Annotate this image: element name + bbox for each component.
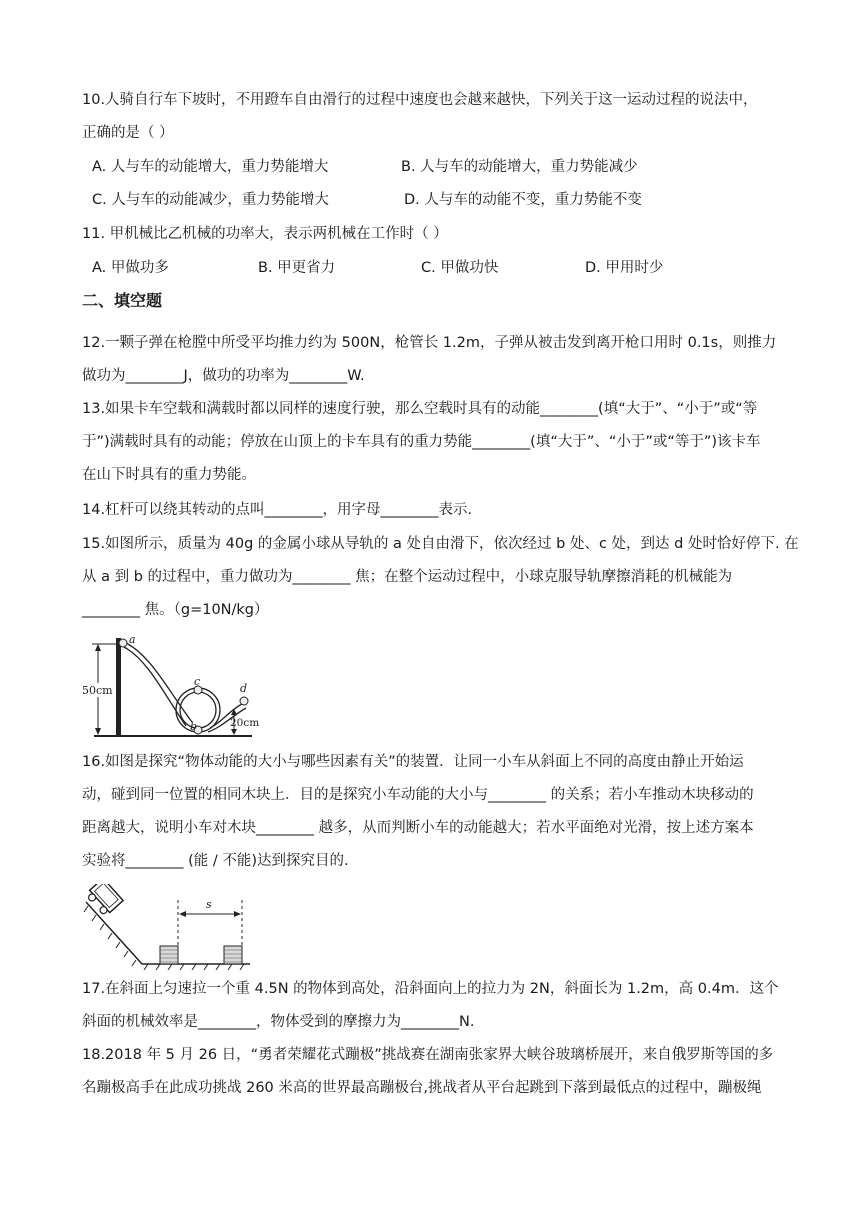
q13-line-3: 在山下时具有的重力势能。 <box>82 467 256 483</box>
q15-point-a-label: a <box>129 633 136 646</box>
q10-option-d: D. 人与车的动能不变，重力势能不变 <box>404 192 642 208</box>
q15-point-c-label: c <box>194 675 201 688</box>
q16-incline-figure <box>82 884 254 970</box>
q12-line-2: 做功为________J，做功的功率为________W. <box>82 368 365 384</box>
q16-line-1: 16.如图是探究“物体动能的大小与哪些因素有关”的装置．让同一小车从斜面上不同的高度由静止开始运 <box>82 754 744 770</box>
q15-line-1: 15.如图所示，质量为 40g 的金属小球从导轨的 a 处自由滑下，依次经过 b 处、c 处，到达 d 处时恰好停下. 在 <box>82 536 799 552</box>
q17-line-2: 斜面的机械效率是________，物体受到的摩擦力为________N. <box>82 1014 475 1030</box>
q15-point-d-label: d <box>240 682 248 695</box>
q11-option-c: C. 甲做功快 <box>421 260 499 276</box>
q18-line-1: 18.2018 年 5 月 26 日，“勇者荣耀花式蹦极”挑战赛在湖南张家界大峡谷玻璃桥展开，来自俄罗斯等国的多 <box>82 1047 774 1063</box>
q11-option-a: A. 甲做功多 <box>92 260 169 276</box>
q16-line-3: 距离越大，说明小车对木块________ 越多，从而判断小车的动能越大；若水平面绝对光滑，按上述方案本 <box>82 820 754 836</box>
q18-line-2: 名蹦极高手在此成功挑战 260 米高的世界最高蹦极台,挑战者从平台起跳到下落到最低点的过程中，蹦极绳 <box>82 1080 762 1096</box>
q10-line-2: 正确的是（ ） <box>82 125 174 141</box>
q15-point-b-label: b <box>190 720 198 733</box>
q13-line-2: 于”)满载时具有的动能；停放在山顶上的卡车具有的重力势能________(填“大于”、“小于”或“等于”)该卡车 <box>82 434 761 450</box>
q15-line-2: 从 a 到 b 的过程中，重力做功为________ 焦；在整个运动过程中，小球克服导轨摩擦消耗的机械能为 <box>82 569 733 585</box>
q11-option-b: B. 甲更省力 <box>258 260 336 276</box>
q16-line-2: 动，碰到同一位置的相同木块上．目的是探究小车动能的大小与________ 的关系；若小车推动木块移动的 <box>82 787 754 803</box>
q12-line-1: 12.一颗子弹在枪膛中所受平均推力约为 500N，枪管长 1.2m，子弹从被击发到离开枪口用时 0.1s，则推力 <box>82 335 777 351</box>
q10-option-c: C. 人与车的动能减少，重力势能增大 <box>92 192 329 208</box>
q10-line-1: 10.人骑自行车下坡时，不用蹬车自由滑行的过程中速度也会越来越快，下列关于这一运动过程的说法中， <box>82 92 758 108</box>
q17-line-1: 17.在斜面上匀速拉一个重 4.5N 的物体到高处，沿斜面向上的拉力为 2N，斜面长为 1.2m，高 0.4m．这个 <box>82 981 779 997</box>
q10-option-a: A. 人与车的动能增大，重力势能增大 <box>92 159 329 175</box>
q15-line-3: ________ 焦。（g=10N/kg） <box>82 602 269 618</box>
q11-line-1: 11. 甲机械比乙机械的功率大，表示两机械在工作时（ ） <box>82 226 448 242</box>
section-title-fill-in: 二、填空题 <box>82 291 163 310</box>
q15-height-label-20cm: 20cm <box>230 717 260 729</box>
q16-line-4: 实验将________ (能 / 不能)达到探究目的. <box>82 853 349 869</box>
q14-line-1: 14.杠杆可以绕其转动的点叫________，用字母________表示. <box>82 502 473 518</box>
q11-option-d: D. 甲用时少 <box>585 260 664 276</box>
q15-track-figure <box>80 632 265 740</box>
q10-option-b: B. 人与车的动能增大，重力势能减少 <box>401 159 638 175</box>
q13-line-1: 13.如果卡车空载和满载时都以同样的速度行驶，那么空载时具有的动能________(填“大于”、“小于”或“等 <box>82 401 758 417</box>
q16-distance-label-s: s <box>206 898 212 911</box>
q15-height-label-50cm: 50cm <box>82 684 113 697</box>
